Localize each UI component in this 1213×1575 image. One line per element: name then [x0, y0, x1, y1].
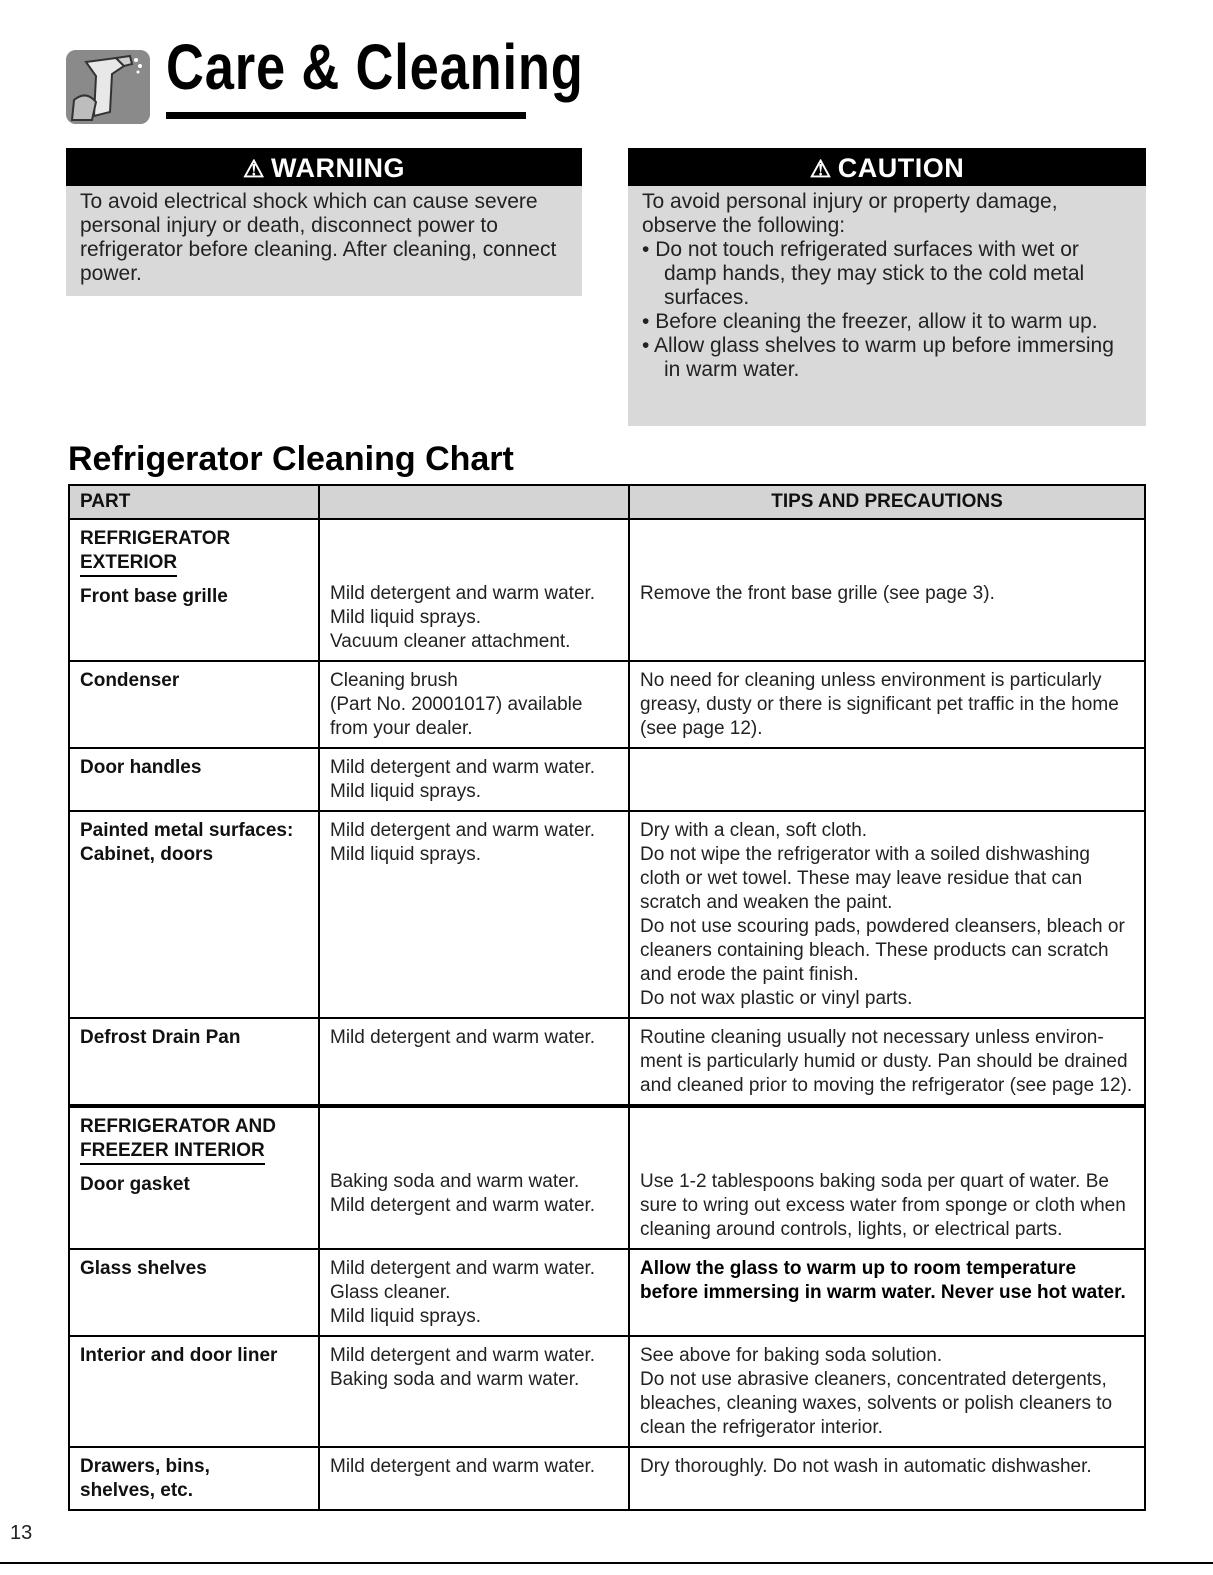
footer-divider — [0, 1562, 1213, 1564]
method-cell: Mild detergent and warm water. — [319, 1018, 629, 1106]
chart-title: Refrigerator Cleaning Chart — [68, 440, 514, 478]
tips-cell: See above for baking soda solution. Do not use abrasive cleaners, concentrated detergents, bleaches, cleaning waxes, solvents or polish cleaners to clean the refrigerator interior. — [629, 1336, 1145, 1447]
part-name: Condenser — [69, 661, 319, 748]
tips-cell: No need for cleaning unless environment is particularly greasy, dusty or there is significant pet traffic in the home (see page 12). — [629, 661, 1145, 748]
method-cell: Mild detergent and warm water. Mild liquid sprays. — [319, 748, 629, 811]
warning-box — [66, 148, 582, 296]
method-cell: Mild detergent and warm water. Mild liquid sprays. — [319, 811, 629, 1018]
table-row — [69, 811, 1145, 1018]
part-name: Front base grille — [80, 586, 228, 607]
table-row — [69, 1106, 1145, 1249]
table-row — [69, 1336, 1145, 1447]
table-row — [69, 1447, 1145, 1510]
table-row — [69, 1018, 1145, 1106]
tips-cell — [629, 748, 1145, 811]
title-underline — [166, 112, 526, 119]
header-tips: TIPS AND PRECAUTIONS — [629, 485, 1145, 519]
caution-icon: ⚠ — [809, 156, 832, 183]
caution-bullet: • Allow glass shelves to warm up before immersing in warm water. — [642, 334, 1114, 381]
caution-header — [628, 148, 1146, 186]
tips-cell: Dry thoroughly. Do not wash in automatic dishwasher. — [629, 1447, 1145, 1510]
section-label-exterior: REFRIGERATOR EXTERIOR Front base grille — [69, 519, 319, 661]
warning-label: WARNING — [271, 153, 405, 183]
cleaning-chart-table — [68, 484, 1146, 1511]
part-name: Defrost Drain Pan — [69, 1018, 319, 1106]
header-method — [319, 485, 629, 519]
tips-cell: Use 1-2 tablespoons baking soda per quart of water. Be sure to wring out excess water from sponge or cloth when cleaning around controls, lights, or electrical parts. — [629, 1106, 1145, 1249]
caution-intro: To avoid personal injury or property damage, observe the following: — [642, 190, 1058, 237]
caution-label: CAUTION — [837, 153, 965, 183]
warning-icon: ⚠ — [242, 156, 265, 183]
part-name: Drawers, bins, shelves, etc. — [69, 1447, 319, 1510]
method-cell: Mild detergent and warm water. Glass cleaner. Mild liquid sprays. — [319, 1249, 629, 1336]
part-name: Door handles — [69, 748, 319, 811]
cleaning-spray-icon — [66, 50, 150, 124]
part-name: Door gasket — [80, 1174, 190, 1195]
page-title: Care & Cleaning — [166, 31, 584, 103]
table-row — [69, 748, 1145, 811]
method-cell: Cleaning brush (Part No. 20001017) available from your dealer. — [319, 661, 629, 748]
method-cell: Mild detergent and warm water. Baking soda and warm water. — [319, 1336, 629, 1447]
tips-cell: Dry with a clean, soft cloth. Do not wipe the refrigerator with a soiled dishwashing cloth or wet towel. These may leave residue that can scratch and weaken the paint. Do not use scouring pads, powdered cleansers, bleach or cleaners containing bleach. These products can scratch and erode the paint finish. Do not wax plastic or vinyl parts. — [629, 811, 1145, 1018]
part-name: Interior and door liner — [69, 1336, 319, 1447]
warning-header — [66, 148, 582, 186]
part-name: Glass shelves — [69, 1249, 319, 1336]
page-number: 13 — [10, 1522, 33, 1544]
tips-cell: Remove the front base grille (see page 3). — [629, 519, 1145, 661]
method-cell: Mild detergent and warm water. Mild liquid sprays. Vacuum cleaner attachment. — [319, 519, 629, 661]
tips-cell: Allow the glass to warm up to room temperature before immersing in warm water. Never use hot water. — [629, 1249, 1145, 1336]
table-row — [69, 661, 1145, 748]
caution-box — [628, 148, 1146, 426]
tips-cell: Routine cleaning usually not necessary unless environ-ment is particularly humid or dusty. Pan should be drained and cleaned prior to moving the refrigerator (see page 12). — [629, 1018, 1145, 1106]
warning-text: To avoid electrical shock which can cause severe personal injury or death, disconnect power to refrigerator before cleaning. After cleaning, connect power. — [80, 190, 557, 285]
table-header-row — [69, 485, 1145, 519]
header-part: PART — [69, 485, 319, 519]
caution-bullet: • Do not touch refrigerated surfaces with wet or damp hands, they may stick to the cold metal surfaces. — [642, 238, 1085, 309]
table-row — [69, 1249, 1145, 1336]
method-cell: Mild detergent and warm water. — [319, 1447, 629, 1510]
section-label-interior: REFRIGERATOR AND FREEZER INTERIOR Door gasket — [69, 1106, 319, 1249]
method-cell: Baking soda and warm water. Mild detergent and warm water. — [319, 1106, 629, 1249]
table-row — [69, 519, 1145, 661]
caution-bullet: • Before cleaning the freezer, allow it to warm up. — [642, 310, 1098, 333]
part-name: Painted metal surfaces: Cabinet, doors — [69, 811, 319, 1018]
